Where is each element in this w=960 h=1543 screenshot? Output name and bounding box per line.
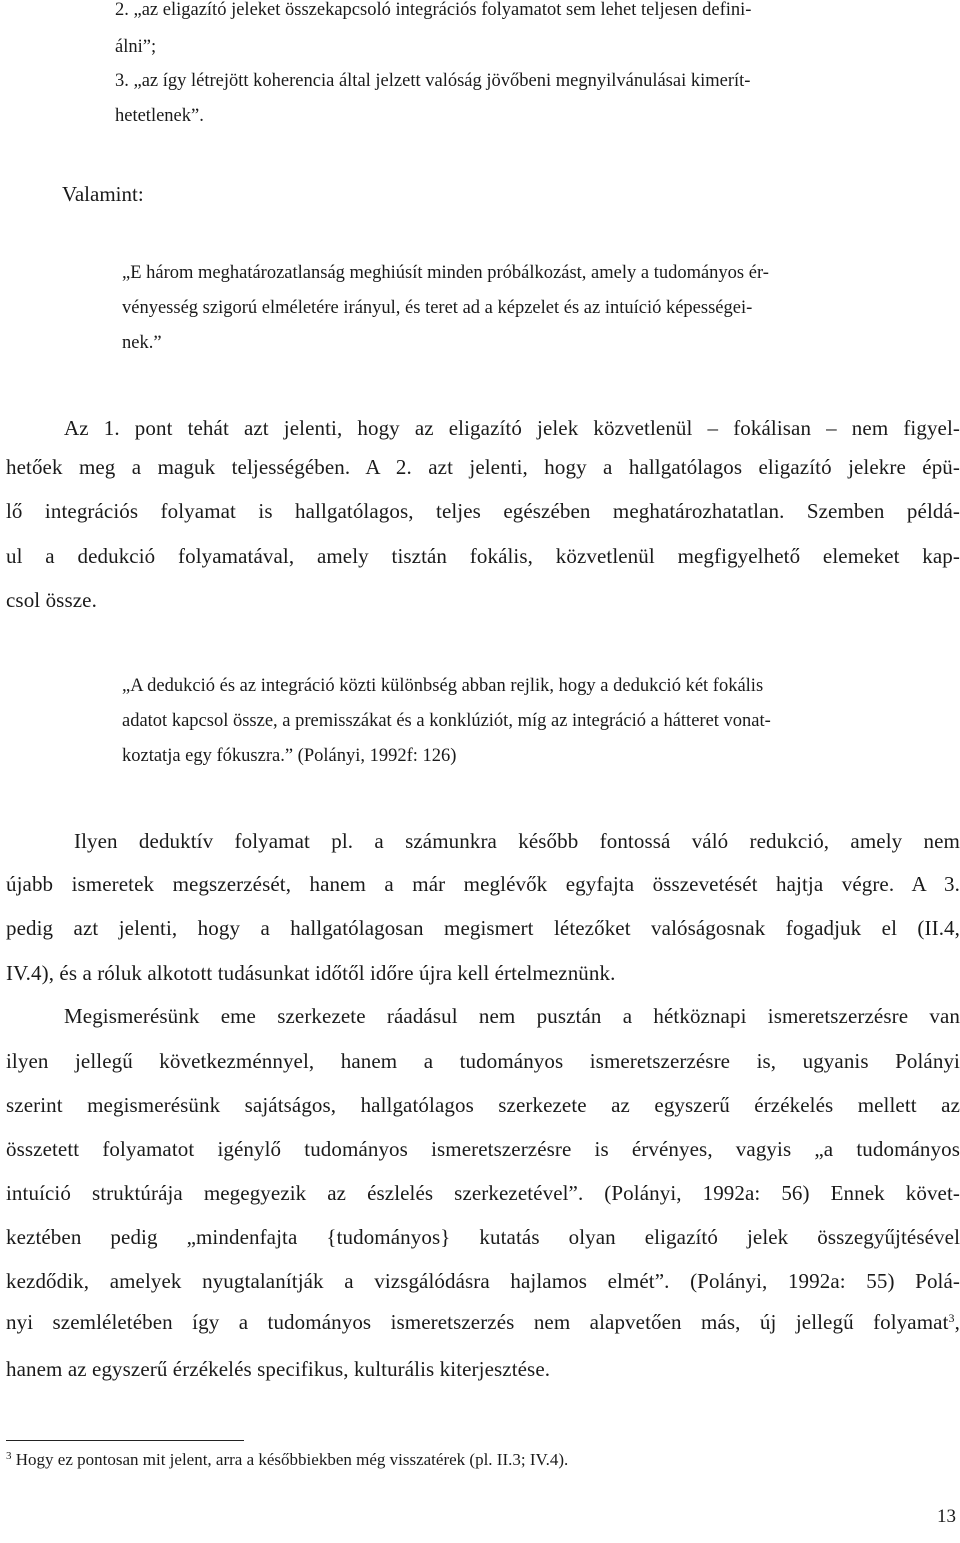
para3-line8 xyxy=(6,1310,960,1335)
quote1-line2: vényesség szigorú elméletére irányul, és teret ad a képzelet és az intuíció képességei- xyxy=(122,298,753,318)
list-item-2-line2: álni”; xyxy=(115,37,157,57)
quote2-line2: adatot kapcsol össze, a premisszákat és a konklúziót, míg az integráció a hátteret vonat- xyxy=(122,711,771,731)
para3-line8-text: nyi szemléletében így a tudományos ismeretszerzés nem alapvetően más, új jellegű folyamat xyxy=(6,1310,949,1334)
quote1-line3: nek.” xyxy=(122,333,162,353)
para1-line3: lő integrációs folyamat is hallgatólagos, teljes egészében meghatározhatatlan. Szemben példá- xyxy=(6,499,960,523)
para3-line5: intuíció struktúrája megegyezik az észlelés szerkezetével”. (Polányi, 1992a: 56) Ennek követ- xyxy=(6,1181,960,1205)
footnote-separator xyxy=(6,1440,244,1441)
para3-line6: keztében pedig „mindenfajta {tudományos} kutatás olyan eligazító jelek összegyűjtésével xyxy=(6,1225,960,1249)
para2-line1: Ilyen deduktív folyamat pl. a számunkra később fontossá váló redukció, amely nem xyxy=(74,829,960,853)
valamint-heading: Valamint: xyxy=(62,182,144,206)
list-item-2-line1: 2. „az eligazító jeleket összekapcsoló integrációs folyamatot sem lehet teljesen defini- xyxy=(115,0,752,20)
list-item-3-line2: hetetlenek”. xyxy=(115,106,204,126)
para3-line3: szerint megismerésünk sajátságos, hallgatólagos szerkezete az egyszerű érzékelés mellett az xyxy=(6,1093,960,1117)
quote2-line3: koztatja egy fókuszra.” (Polányi, 1992f: 126) xyxy=(122,746,457,766)
list-item-3-line1: 3. „az így létrejött koherencia által jelzett valóság jövőbeni megnyilvánulásai kimerít- xyxy=(115,71,751,91)
para1-line1: Az 1. pont tehát azt jelenti, hogy az eligazító jelek közvetlenül – fokálisan – nem figyel- xyxy=(64,416,960,440)
para2-line2: újabb ismeretek megszerzését, hanem a már meglévők egyfajta összevetését hajtja végre. A 3. xyxy=(6,872,960,896)
para1-line2: hetőek meg a maguk teljességében. A 2. azt jelenti, hogy a hallgatólagos eligazító jelekre épü- xyxy=(6,455,960,479)
footnote-ref[interactable]: 3 xyxy=(948,1311,955,1325)
para1-line5: csol össze. xyxy=(6,588,97,612)
para1-line4: ul a dedukció folyamatával, amely tisztán fokális, közvetlenül megfigyelhető elemeket kap- xyxy=(6,544,960,568)
para3-line8-comma: , xyxy=(954,1310,960,1334)
page-number: 13 xyxy=(937,1506,956,1527)
para3-line4: összetett folyamatot igénylő tudományos ismeretszerzésre is érvényes, vagyis „a tudományos xyxy=(6,1137,960,1161)
para2-line4: IV.4), és a róluk alkotott tudásunkat időtől időre újra kell értelmeznünk. xyxy=(6,961,616,985)
para3-line7: kezdődik, amelyek nyugtalanítják a vizsgálódásra hajlamos elmét”. (Polányi, 1992a: 55) Polá- xyxy=(6,1269,960,1293)
footnote xyxy=(6,1450,568,1470)
para3-line9: hanem az egyszerű érzékelés specifikus, kulturális kiterjesztése. xyxy=(6,1357,551,1381)
footnote-text: Hogy ez pontosan mit jelent, arra a későbbiekben még visszatérek (pl. II.3; IV.4). xyxy=(11,1450,569,1469)
para3-line1: Megismerésünk eme szerkezete ráadásul nem pusztán a hétköznapi ismeretszerzésre van xyxy=(64,1004,960,1028)
footnote-marker: 3 xyxy=(6,1450,12,1462)
para2-line3: pedig azt jelenti, hogy a hallgatólagosan megismert létezőket valóságosnak fogadjuk el (II.4, xyxy=(6,916,960,940)
quote2-line1: „A dedukció és az integráció közti különbség abban rejlik, hogy a dedukció két fokális xyxy=(122,676,764,696)
para3-line2: ilyen jellegű következménnyel, hanem a tudományos ismeretszerzésre is, ugyanis Polányi xyxy=(6,1049,960,1073)
quote1-line1: „E három meghatározatlanság meghiúsít minden próbálkozást, amely a tudományos ér- xyxy=(122,263,769,283)
